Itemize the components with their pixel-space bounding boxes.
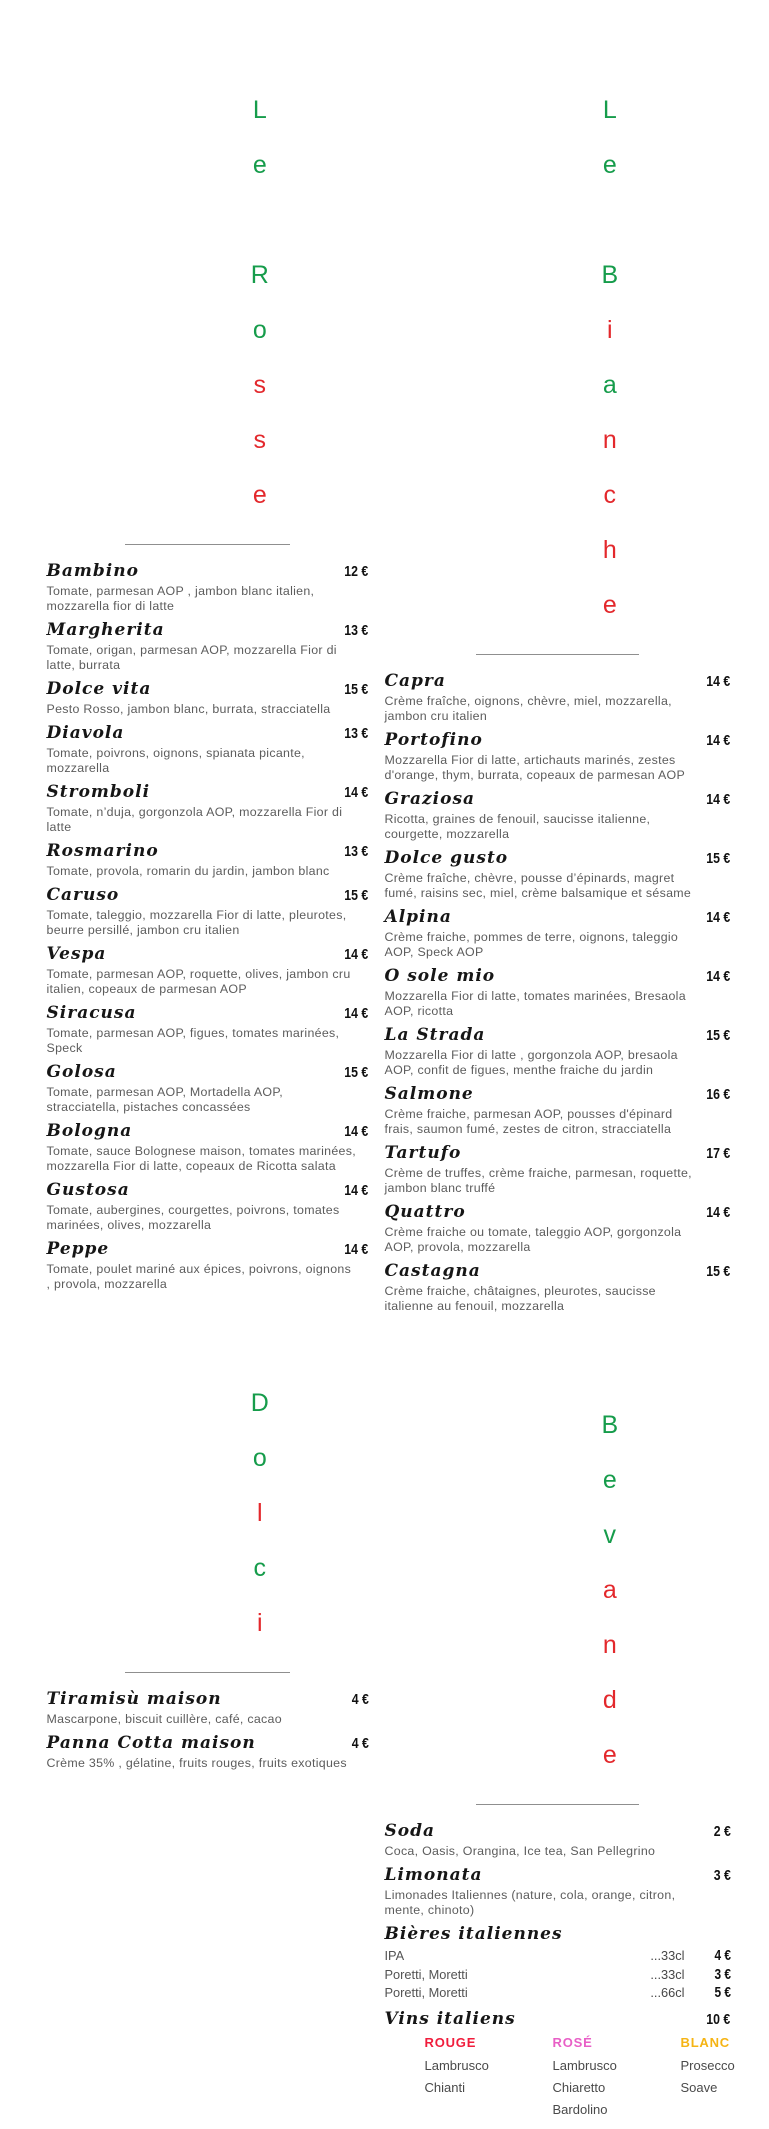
menu-item	[385, 1821, 731, 1859]
menu-item	[47, 1062, 369, 1115]
item-description: Tomate, n’duja, gorgonzola AOP, mozzarella Fior di latte	[47, 805, 359, 835]
item-description: Mozzarella Fior di latte, artichauts marinés, zestes d'orange, thym, burrata, copeaux de parmesan AOP	[385, 753, 697, 783]
wine-category-label: ROUGE	[425, 2035, 521, 2050]
title-letter: n	[603, 1631, 624, 1659]
item-header-row	[385, 848, 731, 869]
wine-name-list	[425, 2057, 521, 2096]
title-letter: s	[254, 426, 274, 454]
item-name: Quattro	[385, 1202, 466, 1223]
menu-item	[385, 966, 731, 1019]
item-price: 15 €	[345, 885, 369, 906]
wine-column-blanc	[681, 2035, 769, 2123]
item-price: 14 €	[345, 944, 369, 965]
item-description: Ricotta, graines de fenouil, saucisse italienne, courgette, mozzarella	[385, 812, 697, 842]
item-name: Margherita	[47, 620, 165, 641]
item-name: Soda	[385, 1821, 436, 1842]
item-description: Tomate, provola, romarin du jardin, jambon blanc	[47, 864, 359, 879]
item-header-row	[385, 2009, 731, 2030]
item-name: Diavola	[47, 723, 125, 744]
item-price: 17 €	[707, 1143, 731, 1164]
beer-size: ...66cl	[650, 1984, 684, 2002]
title-letter: c	[254, 1554, 274, 1582]
title-letter: l	[257, 1499, 270, 1527]
item-header-row	[47, 1733, 369, 1754]
item-description: Tomate, taleggio, mozzarella Fior di latte, pleurotes, beurre persillé, jambon cru italien	[47, 908, 359, 938]
item-header-row	[385, 789, 731, 810]
item-description: Pesto Rosso, jambon blanc, burrata, stracciatella	[47, 702, 359, 717]
wine-name: Chianti	[425, 2079, 521, 2096]
item-header-row	[47, 723, 369, 744]
title-letter: i	[257, 1609, 270, 1637]
item-header-row	[385, 1924, 731, 1945]
pizza-list-rosse	[47, 561, 369, 1292]
item-name: Tiramisù maison	[47, 1689, 222, 1710]
item-name: Rosmarino	[47, 841, 159, 862]
item-header-row	[47, 679, 369, 700]
wine-name: Lambrusco	[425, 2057, 521, 2074]
item-header-row	[47, 1180, 369, 1201]
item-name: Tartufo	[385, 1143, 462, 1164]
item-name: Siracusa	[47, 1003, 137, 1024]
item-header-row	[385, 1025, 731, 1046]
wine-name: Bardolino	[553, 2101, 649, 2118]
item-name: Caruso	[47, 885, 120, 906]
section-title-le-rosse	[125, 12, 290, 545]
item-description: Crème fraiche ou tomate, taleggio AOP, gorgonzola AOP, provola, mozzarella	[385, 1225, 697, 1255]
item-price: 15 €	[707, 1261, 731, 1282]
item-header-row	[385, 671, 731, 692]
wine-columns	[425, 2035, 731, 2123]
item-description: Crème fraîche, chèvre, pousse d’épinards, magret fumé, raisins sec, miel, crème balsamique et sésame	[385, 871, 697, 901]
item-price: 14 €	[707, 671, 731, 692]
item-price: 15 €	[707, 848, 731, 869]
beer-price: 5 €	[703, 1985, 731, 2003]
item-description: Crème 35% , gélatine, fruits rouges, fruits exotiques	[47, 1756, 359, 1771]
item-name: Bologna	[47, 1121, 133, 1142]
item-description: Tomate, parmesan AOP , jambon blanc italien, mozzarella fior di latte	[47, 584, 359, 614]
title-letter: e	[603, 1466, 624, 1494]
beers-block	[385, 1924, 731, 2003]
beer-list	[385, 1947, 731, 2003]
title-letter: v	[604, 1521, 624, 1549]
menu-item	[47, 1180, 369, 1233]
beer-row	[385, 1984, 731, 2003]
menu-item	[385, 730, 731, 783]
menu-page	[23, 0, 747, 1024]
menu-item	[47, 1689, 369, 1727]
item-description: Tomate, parmesan AOP, figues, tomates marinées, Speck	[47, 1026, 359, 1056]
menu-item	[385, 1025, 731, 1078]
item-price: 14 €	[707, 789, 731, 810]
item-price: 16 €	[707, 1084, 731, 1105]
item-description: Tomate, parmesan AOP, Mortadella AOP, stracciatella, pistaches concassées	[47, 1085, 359, 1115]
title-letter: e	[603, 591, 624, 619]
menu-item	[385, 789, 731, 842]
item-description: Limonades Italiennes (nature, cola, orange, citron, mente, chinoto)	[385, 1888, 697, 1918]
wine-name: Chiaretto	[553, 2079, 649, 2096]
item-description: Tomate, origan, parmesan AOP, mozzarella Fior di latte, burrata	[47, 643, 359, 673]
item-name: Portofino	[385, 730, 483, 751]
item-price: 14 €	[707, 1202, 731, 1223]
item-name: Peppe	[47, 1239, 110, 1260]
wine-name: Lambrusco	[553, 2057, 649, 2074]
item-price: 14 €	[345, 1239, 369, 1260]
item-description: Crème fraiche, châtaignes, pleurotes, saucisse italienne au fenouil, mozzarella	[385, 1284, 697, 1314]
title-letter: B	[601, 261, 625, 289]
item-name: Bambino	[47, 561, 139, 582]
item-price: 13 €	[345, 620, 369, 641]
beer-price: 4 €	[703, 1948, 731, 1966]
item-description: Mascarpone, biscuit cuillère, café, cacao	[47, 1712, 359, 1727]
item-header-row	[385, 730, 731, 751]
title-letter: D	[251, 1389, 276, 1417]
column-right	[385, 8, 731, 2129]
beer-label: Poretti, Moretti	[385, 1966, 651, 1984]
item-name: Gustosa	[47, 1180, 130, 1201]
item-description: Crème de truffes, crème fraiche, parmesan, roquette, jambon blanc truffé	[385, 1166, 697, 1196]
item-header-row	[47, 885, 369, 906]
title-letter: o	[253, 1444, 274, 1472]
item-price: 14 €	[345, 1121, 369, 1142]
beer-size: ...33cl	[650, 1947, 684, 1965]
item-header-row	[47, 1062, 369, 1083]
item-header-row	[385, 907, 731, 928]
menu-item	[385, 1143, 731, 1196]
title-letter: e	[603, 151, 624, 179]
menu-item	[47, 944, 369, 997]
item-name: Stromboli	[47, 782, 151, 803]
item-price: 14 €	[707, 730, 731, 751]
item-description: Mozzarella Fior di latte , gorgonzola AOP, bresaola AOP, confit de figues, menthe fraiche du jardin	[385, 1048, 697, 1078]
item-description: Mozzarella Fior di latte, tomates marinées, Bresaola AOP, ricotta	[385, 989, 697, 1019]
wine-column-rose	[553, 2035, 649, 2123]
pizza-list-bianche	[385, 671, 731, 1314]
wine-name-list	[681, 2057, 769, 2096]
title-letter: L	[603, 96, 624, 124]
item-header-row	[385, 1084, 731, 1105]
section-title-dolci	[125, 1306, 290, 1674]
menu-item	[47, 782, 369, 835]
beer-label: Poretti, Moretti	[385, 1984, 651, 2002]
item-name: Alpina	[385, 907, 452, 928]
menu-item	[47, 1733, 369, 1771]
item-price: 13 €	[345, 841, 369, 862]
item-price: 14 €	[345, 1003, 369, 1024]
beer-price: 3 €	[703, 1967, 731, 1985]
item-price: 4 €	[351, 1733, 368, 1754]
wines-block	[385, 2009, 731, 2123]
item-header-row	[47, 944, 369, 965]
item-header-row	[47, 561, 369, 582]
menu-item	[47, 679, 369, 717]
beer-size: ...33cl	[650, 1966, 684, 1984]
section-title-le-bianche	[476, 12, 639, 655]
section-title-bevande	[476, 1328, 639, 1806]
wine-category-label: BLANC	[681, 2035, 769, 2050]
menu-item	[47, 723, 369, 776]
menu-item	[47, 1003, 369, 1056]
item-header-row	[385, 1143, 731, 1164]
item-description: Tomate, sauce Bolognese maison, tomates marinées, mozzarella Fior di latte, copeaux de Ricotta salata	[47, 1144, 359, 1174]
menu-item	[47, 885, 369, 938]
title-letter: B	[601, 1411, 625, 1439]
menu-item	[385, 1865, 731, 1918]
item-header-row	[47, 841, 369, 862]
title-letter: c	[604, 481, 624, 509]
item-header-row	[385, 1202, 731, 1223]
item-name: Capra	[385, 671, 446, 692]
title-letter: R	[251, 261, 276, 289]
beer-label: IPA	[385, 1947, 651, 1965]
item-description: Tomate, aubergines, courgettes, poivrons, tomates marinées, olives, mozzarella	[47, 1203, 359, 1233]
title-letter: e	[603, 1741, 624, 1769]
dessert-list	[47, 1689, 369, 1771]
beers-title: Bières italiennes	[385, 1924, 563, 1945]
title-letter	[256, 206, 270, 234]
title-letter: L	[253, 96, 274, 124]
item-name: Castagna	[385, 1261, 481, 1282]
title-letter: e	[253, 481, 274, 509]
wine-name-list	[553, 2057, 649, 2118]
item-header-row	[47, 620, 369, 641]
item-price: 14 €	[707, 966, 731, 987]
item-description: Crème fraîche, oignons, chèvre, miel, mozzarella, jambon cru italien	[385, 694, 697, 724]
beer-row	[385, 1966, 731, 1985]
item-price: 12 €	[345, 561, 369, 582]
menu-item	[385, 671, 731, 724]
item-price: 4 €	[351, 1689, 368, 1710]
title-letter: a	[603, 371, 624, 399]
item-description: Crème fraiche, pommes de terre, oignons, taleggio AOP, Speck AOP	[385, 930, 697, 960]
item-price: 15 €	[707, 1025, 731, 1046]
item-price: 13 €	[345, 723, 369, 744]
drink-list	[385, 1821, 731, 1918]
item-header-row	[385, 1821, 731, 1842]
item-header-row	[47, 1689, 369, 1710]
wines-title: Vins italiens	[385, 2009, 516, 2030]
title-letter: i	[607, 316, 620, 344]
item-header-row	[47, 1003, 369, 1024]
item-name: Dolce vita	[47, 679, 152, 700]
wine-column-rouge	[425, 2035, 521, 2123]
menu-item	[47, 1239, 369, 1292]
item-name: Golosa	[47, 1062, 117, 1083]
item-price: 14 €	[345, 1180, 369, 1201]
item-price: 14 €	[707, 907, 731, 928]
item-name: Panna Cotta maison	[47, 1733, 256, 1754]
item-description: Tomate, poulet mariné aux épices, poivrons, oignons , provola, mozzarella	[47, 1262, 359, 1292]
item-header-row	[385, 1865, 731, 1886]
wines-price: 10 €	[707, 2009, 731, 2030]
item-description: Crème fraiche, parmesan AOP, pousses d'épinard frais, saumon fumé, zestes de citron, stracciatella	[385, 1107, 697, 1137]
menu-item	[385, 907, 731, 960]
item-name: Limonata	[385, 1865, 483, 1886]
wine-name: Soave	[681, 2079, 769, 2096]
item-name: La Strada	[385, 1025, 486, 1046]
title-letter: h	[603, 536, 624, 564]
item-price: 15 €	[345, 679, 369, 700]
menu-item	[47, 841, 369, 879]
beer-row	[385, 1947, 731, 1966]
title-letter: a	[603, 1576, 624, 1604]
item-name: Vespa	[47, 944, 107, 965]
menu-item	[47, 1121, 369, 1174]
title-letter: e	[253, 151, 274, 179]
item-header-row	[47, 1121, 369, 1142]
wine-category-label: ROSÉ	[553, 2035, 649, 2050]
menu-item	[385, 848, 731, 901]
column-left	[47, 8, 369, 1777]
item-name: O sole mio	[385, 966, 496, 987]
title-letter	[606, 206, 620, 234]
item-price: 15 €	[345, 1062, 369, 1083]
title-letter: d	[603, 1686, 624, 1714]
item-description: Tomate, poivrons, oignons, spianata picante, mozzarella	[47, 746, 359, 776]
wine-name: Prosecco	[681, 2057, 769, 2074]
title-letter: o	[253, 316, 274, 344]
menu-item	[385, 1261, 731, 1314]
item-header-row	[47, 782, 369, 803]
menu-item	[47, 620, 369, 673]
item-name: Dolce gusto	[385, 848, 509, 869]
item-price: 2 €	[713, 1821, 730, 1842]
item-price: 14 €	[345, 782, 369, 803]
title-letter: s	[254, 371, 274, 399]
item-header-row	[385, 966, 731, 987]
menu-item	[47, 561, 369, 614]
item-name: Salmone	[385, 1084, 474, 1105]
menu-item	[385, 1084, 731, 1137]
item-description: Tomate, parmesan AOP, roquette, olives, jambon cru italien, copeaux de parmesan AOP	[47, 967, 359, 997]
title-letter: n	[603, 426, 624, 454]
item-price: 3 €	[713, 1865, 730, 1886]
item-name: Graziosa	[385, 789, 476, 810]
item-header-row	[47, 1239, 369, 1260]
item-header-row	[385, 1261, 731, 1282]
menu-item	[385, 1202, 731, 1255]
item-description: Coca, Oasis, Orangina, Ice tea, San Pellegrino	[385, 1844, 697, 1859]
